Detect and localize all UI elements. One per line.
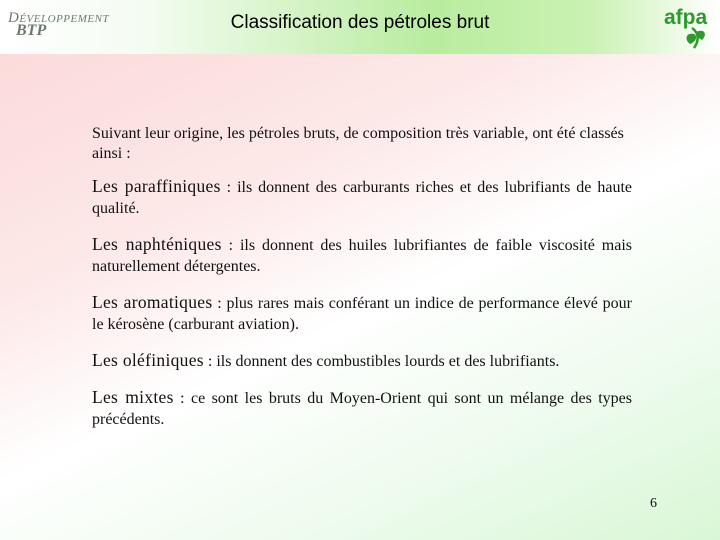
term-mixtes: Les mixtes: [92, 387, 174, 407]
desc-paraffiniques: : ils donnent des carburants riches et des lubrifiants de haute qualité.: [92, 179, 632, 217]
list-item-naphteniques: [92, 234, 632, 277]
slide-content: [92, 124, 632, 430]
page-title: Classification des pétroles brut: [230, 12, 490, 33]
logo-line1: ÉVELOPPEMENT: [19, 13, 110, 25]
logo-line2: BTP: [16, 22, 47, 39]
list-item-olefiniques: [92, 350, 632, 372]
afpa-logo-icon: [662, 4, 714, 50]
term-olefiniques: Les oléfiniques: [92, 350, 204, 370]
term-naphteniques: Les naphténiques: [92, 234, 222, 254]
desc-mixtes: : ce sont les bruts du Moyen-Orient qui sont un mélange des types précédents.: [92, 390, 632, 428]
desc-olefiniques: : ils donnent des combustibles lourds et des lubrifiants.: [203, 353, 560, 370]
list-item-mixtes: [92, 387, 632, 430]
intro-paragraph: Suivant leur origine, les pétroles bruts, de composition très variable, ont été classés ainsi :: [92, 125, 624, 162]
term-aromatiques: Les aromatiques: [92, 292, 213, 312]
list-item-aromatiques: [92, 292, 632, 335]
desc-aromatiques: : plus rares mais conférant un indice de performance élevé pour le kérosène (carburant aviation).: [92, 295, 632, 333]
desc-naphteniques: : ils donnent des huiles lubrifiantes de faible viscosité mais naturellement détergentes.: [92, 237, 632, 275]
page-number: 6: [650, 496, 657, 511]
slide-header: [0, 0, 720, 54]
afpa-logo-text: afpa: [664, 6, 708, 29]
list-item-paraffiniques: [92, 176, 632, 219]
logo-initial: D: [8, 10, 20, 26]
term-paraffiniques: Les paraffiniques: [92, 176, 221, 196]
